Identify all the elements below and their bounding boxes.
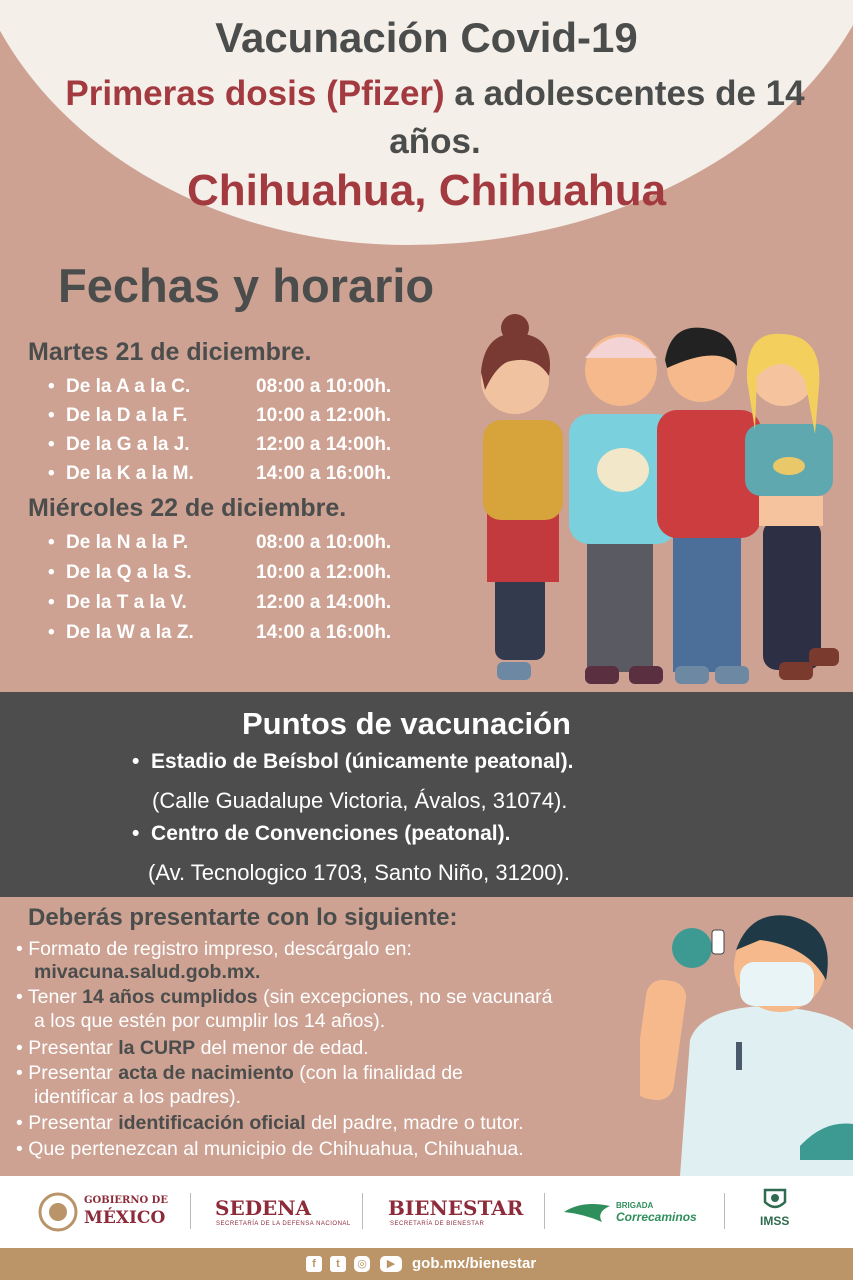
health-worker-illustration [640, 910, 853, 1176]
requirement-item: • Presentar la CURP del menor de edad. [16, 1037, 369, 1059]
imss-emblem-icon [762, 1188, 788, 1212]
requirement-item-cont: a los que estén por cumplir los 14 años). [34, 1010, 386, 1032]
schedule-title: Fechas y horario [58, 259, 435, 312]
bienestar-sub: SECRETARÍA DE BIENESTAR [390, 1221, 485, 1227]
subtitle-rest: a adolescentes de 14 años. [389, 74, 805, 161]
website-link[interactable]: gob.mx/bienestar [412, 1255, 537, 1272]
schedule-row: • De la K a la M. 14:00 a 16:00h. [48, 463, 392, 484]
sedena-logo: SEDENA [215, 1196, 312, 1220]
requirement-item: • Formato de registro impreso, descárgalo en: [16, 938, 412, 960]
requirement-item: • Presentar identificación oficial del padre, madre o tutor. [16, 1112, 524, 1134]
brigada-logo-line2: Correcaminos [616, 1210, 697, 1224]
teenagers-illustration [445, 310, 845, 692]
city-title: Chihuahua, Chihuahua [186, 166, 667, 215]
brigada-logo-line1: BRIGADA [616, 1201, 654, 1210]
gobierno-logo-line2: MÉXICO [84, 1208, 166, 1228]
schedule-row: • De la G a la J. 12:00 a 14:00h. [48, 434, 392, 455]
footer-divider [724, 1193, 725, 1229]
day-label: Martes 21 de diciembre. [28, 338, 312, 366]
footer-divider [544, 1193, 545, 1229]
mexico-seal-icon [38, 1192, 78, 1232]
requirement-link: mivacuna.salud.gob.mx. [34, 961, 261, 983]
twitter-icon[interactable]: t [330, 1256, 346, 1272]
point-address: (Av. Tecnologico 1703, Santo Niño, 31200). [148, 860, 570, 885]
schedule-row: • De la T a la V. 12:00 a 14:00h. [48, 592, 392, 613]
schedule-row: • De la D a la F. 10:00 a 12:00h. [48, 405, 392, 426]
schedule-row: • De la N a la P. 08:00 a 10:00h. [48, 532, 392, 553]
point-address: (Calle Guadalupe Victoria, Ávalos, 31074). [152, 788, 568, 813]
schedule-row: • De la W a la Z. 14:00 a 16:00h. [48, 622, 392, 643]
bienestar-logo: BIENESTAR [388, 1196, 524, 1220]
schedule-row: • De la Q a la S. 10:00 a 12:00h. [48, 562, 392, 583]
youtube-icon[interactable]: ▶ [380, 1256, 402, 1272]
schedule-row: • De la A a la C. 08:00 a 10:00h. [48, 376, 392, 397]
subtitle-highlight: Primeras dosis (Pfizer) [65, 74, 445, 113]
day-label: Miércoles 22 de diciembre. [28, 494, 347, 522]
facebook-icon[interactable]: f [306, 1256, 322, 1272]
point-name: • Estadio de Beísbol (únicamente peatonal). [132, 750, 574, 773]
page-title: Vacunación Covid-19 [215, 14, 638, 61]
requirement-item: • Tener 14 años cumplidos (sin excepciones, no se vacunará [16, 986, 553, 1008]
points-title: Puntos de vacunación [241, 706, 571, 741]
imss-logo: IMSS [760, 1214, 790, 1228]
requirement-item: • Presentar acta de nacimiento (con la finalidad de [16, 1062, 463, 1084]
footer-divider [190, 1193, 191, 1229]
requirements-title: Deberás presentarte con lo siguiente: [28, 904, 458, 931]
requirement-item: • Que pertenezcan al municipio de Chihuahua, Chihuahua. [16, 1138, 524, 1160]
point-name: • Centro de Convenciones (peatonal). [132, 822, 511, 845]
page-subtitle [40, 70, 830, 166]
instagram-icon[interactable]: ◎ [354, 1256, 370, 1272]
requirement-item-cont: identificar a los padres). [34, 1086, 242, 1108]
gobierno-logo-line1: GOBIERNO DE [84, 1195, 168, 1206]
sedena-sub: SECRETARÍA DE LA DEFENSA NACIONAL [216, 1221, 351, 1227]
footer-divider [362, 1193, 363, 1229]
correcaminos-bird-icon [562, 1198, 612, 1226]
